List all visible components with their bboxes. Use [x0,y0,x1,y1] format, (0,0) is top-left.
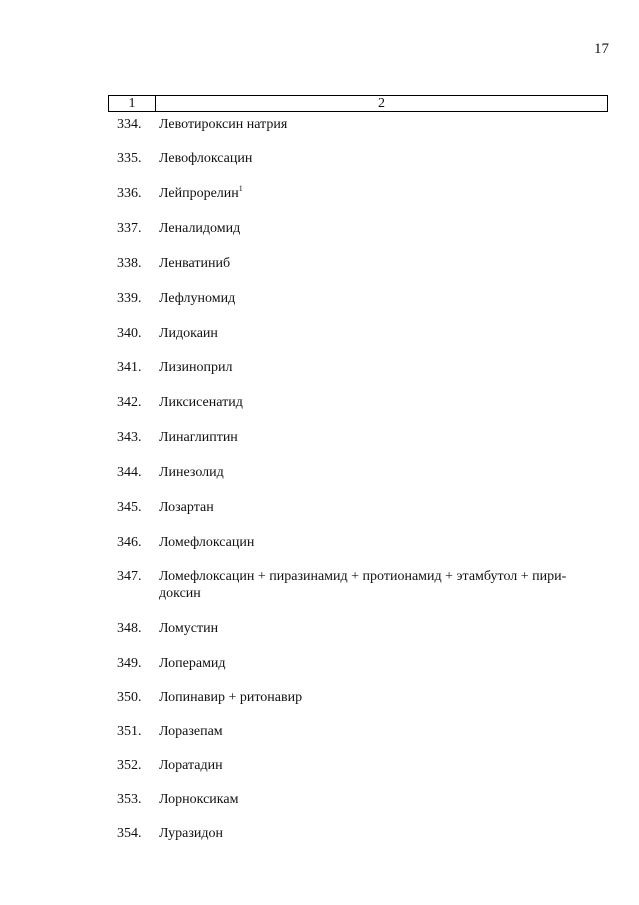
item-name-text: Лейпрорелин [159,186,239,201]
item-name: Ленватиниб [159,256,231,271]
list-item [117,620,607,637]
list-item [117,568,607,602]
list-item [117,499,607,516]
list-item [117,220,607,237]
item-name: Лоразепам [159,724,223,739]
item-number: 353. [117,792,142,807]
item-name: Луразидон [159,826,223,841]
list-item [117,723,607,740]
item-name [159,568,607,602]
item-name: Леналидомид [159,221,241,236]
item-number: 348. [117,621,142,636]
item-name: Линаглиптин [159,430,238,445]
item-number: 349. [117,656,142,671]
list-item [117,255,607,272]
item-number: 344. [117,465,142,480]
list-item [117,689,607,706]
item-name: Лопинавир + ритонавир [159,690,303,705]
list-item [117,464,607,481]
item-number: 337. [117,221,142,236]
header-col-2: 2 [378,96,385,111]
item-name-line-2: доксин [159,586,201,601]
item-name: Ломустин [159,621,219,636]
item-name-line-1: Ломефлоксацин + пиразинамид + протионамид + этамбутол + пири- [159,569,567,584]
item-number: 350. [117,690,142,705]
item-number: 343. [117,430,142,445]
list-item [117,290,607,307]
item-number: 339. [117,291,142,306]
item-number: 346. [117,535,142,550]
list-item [117,185,607,202]
list-item [117,359,607,376]
page-number: 17 [594,41,609,57]
item-name: Левотироксин натрия [159,117,288,132]
item-name: Ломефлоксацин [159,535,255,550]
item-name: Линезолид [159,465,224,480]
list-item [117,791,607,808]
item-number: 341. [117,360,142,375]
footnote-mark: 1 [238,184,243,193]
list-item [117,394,607,411]
item-number: 345. [117,500,142,515]
item-number: 335. [117,151,142,166]
item-number: 340. [117,326,142,341]
item-number: 334. [117,117,142,132]
item-number: 338. [117,256,142,271]
item-name: Лоратадин [159,758,223,773]
item-name: Ликсисенатид [159,395,243,410]
list-item [117,825,607,842]
list-item [117,534,607,551]
item-name: Левофлоксацин [159,151,253,166]
item-name: Лидокаин [159,326,218,341]
item-name: Лизиноприл [159,360,233,375]
item-number: 347. [117,569,142,584]
item-name [159,185,607,202]
item-name: Лефлуномид [159,291,236,306]
list-item [117,429,607,446]
item-number: 351. [117,724,142,739]
list-item [117,655,607,672]
item-name: Лозартан [159,500,214,515]
list-item [117,325,607,342]
list-item [117,150,607,167]
list-item [117,757,607,774]
item-name: Лорноксикам [159,792,239,807]
item-number: 352. [117,758,142,773]
header-col-1: 1 [109,96,156,111]
item-name: Лоперамид [159,656,226,671]
item-number: 342. [117,395,142,410]
list-item [117,116,607,133]
item-number: 354. [117,826,142,841]
table-header [108,95,608,112]
item-number: 336. [117,186,142,201]
